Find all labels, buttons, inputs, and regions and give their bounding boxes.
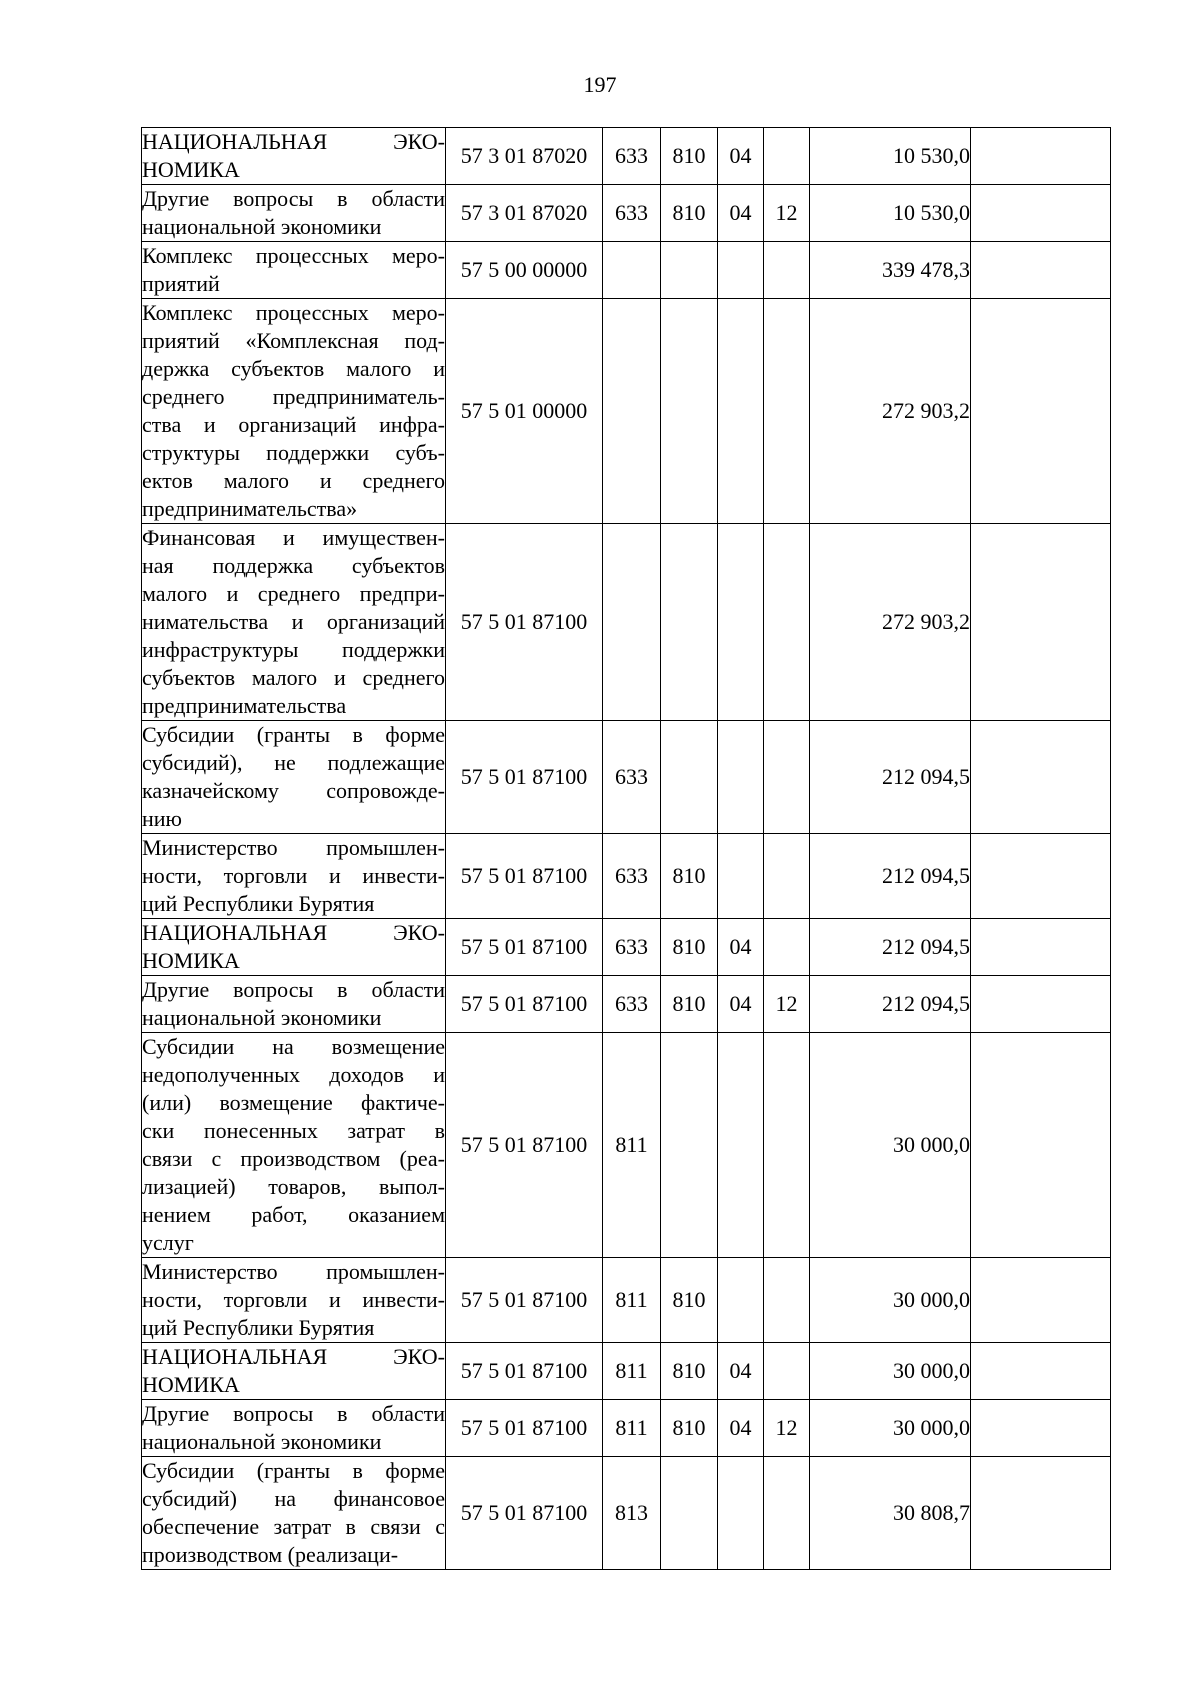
subchapter-code-cell — [764, 1258, 810, 1343]
row-name-line: предпринимательства — [142, 693, 347, 718]
row-name-line: производством (реализаци- — [142, 1542, 399, 1567]
target-article-cell: 57 5 01 87100 — [446, 976, 603, 1033]
target-article-cell: 57 5 01 87100 — [446, 1258, 603, 1343]
amount-cell: 212 094,5 — [810, 834, 971, 919]
row-name-line: услуг — [142, 1230, 194, 1255]
subchapter-code-cell — [764, 834, 810, 919]
row-name-line: инфраструктуры поддержки — [142, 637, 445, 662]
row-name-line: недополученных доходов и — [142, 1062, 445, 1087]
budget-table — [141, 127, 1111, 1570]
section-code-cell: 810 — [661, 128, 718, 185]
section-code-cell: 810 — [661, 1400, 718, 1457]
row-name-line: НОМИКА — [142, 157, 240, 182]
empty-cell — [971, 919, 1111, 976]
target-article-cell: 57 5 01 87100 — [446, 721, 603, 834]
grbs-code-cell: 633 — [603, 721, 661, 834]
section-code-cell — [661, 721, 718, 834]
amount-cell: 30 000,0 — [810, 1400, 971, 1457]
chapter-code-cell — [718, 1457, 764, 1570]
empty-cell — [971, 185, 1111, 242]
chapter-code-cell: 04 — [718, 128, 764, 185]
row-name-line: ски понесенных затрат в — [142, 1118, 445, 1143]
amount-cell: 212 094,5 — [810, 721, 971, 834]
row-name-line: нением работ, оказанием — [142, 1202, 445, 1227]
chapter-code-cell — [718, 1033, 764, 1258]
row-name-line: Субсидии на возмещение — [142, 1034, 445, 1059]
subchapter-code-cell — [764, 299, 810, 524]
amount-cell: 272 903,2 — [810, 299, 971, 524]
amount-cell: 339 478,3 — [810, 242, 971, 299]
row-name-line: нию — [142, 806, 182, 831]
subchapter-code-cell: 12 — [764, 185, 810, 242]
grbs-code-cell: 633 — [603, 834, 661, 919]
row-name-line: Субсидии (гранты в форме — [142, 1458, 445, 1483]
table-row — [142, 976, 1111, 1033]
grbs-code-cell: 811 — [603, 1400, 661, 1457]
row-name-line: ная поддержка субъектов — [142, 553, 445, 578]
section-code-cell: 810 — [661, 1343, 718, 1400]
grbs-code-cell: 633 — [603, 128, 661, 185]
subchapter-code-cell — [764, 919, 810, 976]
section-code-cell — [661, 299, 718, 524]
subchapter-code-cell — [764, 128, 810, 185]
row-name-line: Комплекс процессных меро- — [142, 243, 445, 268]
empty-cell — [971, 242, 1111, 299]
empty-cell — [971, 1033, 1111, 1258]
row-name-line: структуры поддержки субъ- — [142, 440, 445, 465]
amount-cell: 212 094,5 — [810, 919, 971, 976]
empty-cell — [971, 834, 1111, 919]
chapter-code-cell: 04 — [718, 185, 764, 242]
row-name-cell — [142, 1033, 446, 1258]
row-name-line: приятий «Комплексная под- — [142, 328, 445, 353]
grbs-code-cell: 811 — [603, 1033, 661, 1258]
table-row — [142, 834, 1111, 919]
table-row — [142, 128, 1111, 185]
row-name-line: ности, торговли и инвести- — [142, 863, 445, 888]
row-name-line: (или) возмещение фактиче- — [142, 1090, 445, 1115]
row-name-line: обеспечение затрат в связи с — [142, 1514, 445, 1539]
grbs-code-cell: 811 — [603, 1343, 661, 1400]
row-name-cell — [142, 1400, 446, 1457]
target-article-cell: 57 5 01 87100 — [446, 1033, 603, 1258]
page-number: 197 — [583, 72, 617, 97]
chapter-code-cell — [718, 1258, 764, 1343]
row-name-cell — [142, 299, 446, 524]
target-article-cell: 57 5 01 87100 — [446, 1343, 603, 1400]
section-code-cell — [661, 1457, 718, 1570]
chapter-code-cell: 04 — [718, 1400, 764, 1457]
chapter-code-cell — [718, 834, 764, 919]
empty-cell — [971, 721, 1111, 834]
target-article-cell: 57 5 01 87100 — [446, 524, 603, 721]
target-article-cell: 57 5 01 00000 — [446, 299, 603, 524]
row-name-cell — [142, 1343, 446, 1400]
table-row — [142, 919, 1111, 976]
row-name-line: НАЦИОНАЛЬНАЯ ЭКО- — [142, 920, 445, 945]
grbs-code-cell: 633 — [603, 185, 661, 242]
grbs-code-cell: 813 — [603, 1457, 661, 1570]
row-name-line: нимательства и организаций — [142, 609, 445, 634]
table-row — [142, 1400, 1111, 1457]
amount-cell: 10 530,0 — [810, 185, 971, 242]
row-name-line: НОМИКА — [142, 1372, 240, 1397]
subchapter-code-cell — [764, 1033, 810, 1258]
empty-cell — [971, 299, 1111, 524]
table-row — [142, 1343, 1111, 1400]
row-name-line: среднего предприниматель- — [142, 384, 445, 409]
row-name-cell — [142, 976, 446, 1033]
row-name-line: НАЦИОНАЛЬНАЯ ЭКО- — [142, 129, 445, 154]
row-name-line: субсидий) на финансовое — [142, 1486, 445, 1511]
row-name-line: малого и среднего предпри- — [142, 581, 445, 606]
empty-cell — [971, 524, 1111, 721]
amount-cell: 30 000,0 — [810, 1033, 971, 1258]
subchapter-code-cell — [764, 242, 810, 299]
subchapter-code-cell — [764, 1457, 810, 1570]
section-code-cell — [661, 524, 718, 721]
table-row — [142, 524, 1111, 721]
row-name-line: Финансовая и имуществен- — [142, 525, 445, 550]
chapter-code-cell — [718, 524, 764, 721]
row-name-line: казначейскому сопровожде- — [142, 778, 445, 803]
target-article-cell: 57 5 01 87100 — [446, 1400, 603, 1457]
row-name-line: Другие вопросы в области — [142, 186, 445, 211]
row-name-line: ектов малого и среднего — [142, 468, 445, 493]
row-name-line: ций Республики Бурятия — [142, 891, 375, 916]
table-row — [142, 1457, 1111, 1570]
row-name-line: НОМИКА — [142, 948, 240, 973]
grbs-code-cell — [603, 299, 661, 524]
subchapter-code-cell: 12 — [764, 976, 810, 1033]
row-name-line: ций Республики Бурятия — [142, 1315, 375, 1340]
row-name-line: Министерство промышлен- — [142, 1259, 445, 1284]
row-name-cell — [142, 242, 446, 299]
row-name-cell — [142, 128, 446, 185]
subchapter-code-cell — [764, 1343, 810, 1400]
row-name-line: субъектов малого и среднего — [142, 665, 445, 690]
chapter-code-cell — [718, 242, 764, 299]
section-code-cell: 810 — [661, 834, 718, 919]
target-article-cell: 57 5 00 00000 — [446, 242, 603, 299]
table-row — [142, 242, 1111, 299]
grbs-code-cell: 633 — [603, 919, 661, 976]
table-row — [142, 1033, 1111, 1258]
section-code-cell — [661, 1033, 718, 1258]
grbs-code-cell: 633 — [603, 976, 661, 1033]
chapter-code-cell — [718, 299, 764, 524]
row-name-line: ности, торговли и инвести- — [142, 1287, 445, 1312]
row-name-cell — [142, 919, 446, 976]
row-name-line: ства и организаций инфра- — [142, 412, 445, 437]
table-row — [142, 721, 1111, 834]
amount-cell: 10 530,0 — [810, 128, 971, 185]
empty-cell — [971, 1457, 1111, 1570]
target-article-cell: 57 5 01 87100 — [446, 1457, 603, 1570]
row-name-line: Субсидии (гранты в форме — [142, 722, 445, 747]
target-article-cell: 57 5 01 87100 — [446, 834, 603, 919]
table-row — [142, 1258, 1111, 1343]
amount-cell: 272 903,2 — [810, 524, 971, 721]
row-name-line: предпринимательства» — [142, 496, 358, 521]
row-name-cell — [142, 1258, 446, 1343]
empty-cell — [971, 976, 1111, 1033]
row-name-line: лизацией) товаров, выпол- — [142, 1174, 445, 1199]
row-name-line: связи с производством (реа- — [142, 1146, 445, 1171]
chapter-code-cell: 04 — [718, 1343, 764, 1400]
row-name-line: субсидий), не подлежащие — [142, 750, 445, 775]
table-row — [142, 299, 1111, 524]
row-name-line: Министерство промышлен- — [142, 835, 445, 860]
empty-cell — [971, 1400, 1111, 1457]
row-name-line: национальной экономики — [142, 214, 382, 239]
row-name-line: национальной экономики — [142, 1429, 382, 1454]
row-name-line: Другие вопросы в области — [142, 977, 445, 1002]
amount-cell: 30 808,7 — [810, 1457, 971, 1570]
row-name-cell — [142, 721, 446, 834]
row-name-line: НАЦИОНАЛЬНАЯ ЭКО- — [142, 1344, 445, 1369]
row-name-line: Другие вопросы в области — [142, 1401, 445, 1426]
amount-cell: 212 094,5 — [810, 976, 971, 1033]
empty-cell — [971, 1258, 1111, 1343]
grbs-code-cell — [603, 242, 661, 299]
chapter-code-cell — [718, 721, 764, 834]
subchapter-code-cell: 12 — [764, 1400, 810, 1457]
amount-cell: 30 000,0 — [810, 1343, 971, 1400]
subchapter-code-cell — [764, 524, 810, 721]
table-row — [142, 185, 1111, 242]
empty-cell — [971, 1343, 1111, 1400]
row-name-line: Комплекс процессных меро- — [142, 300, 445, 325]
section-code-cell: 810 — [661, 919, 718, 976]
target-article-cell: 57 5 01 87100 — [446, 919, 603, 976]
chapter-code-cell: 04 — [718, 919, 764, 976]
grbs-code-cell — [603, 524, 661, 721]
grbs-code-cell: 811 — [603, 1258, 661, 1343]
row-name-cell — [142, 524, 446, 721]
section-code-cell: 810 — [661, 185, 718, 242]
row-name-cell — [142, 834, 446, 919]
target-article-cell: 57 3 01 87020 — [446, 185, 603, 242]
row-name-line: держка субъектов малого и — [142, 356, 445, 381]
row-name-cell — [142, 185, 446, 242]
row-name-line: приятий — [142, 271, 220, 296]
amount-cell: 30 000,0 — [810, 1258, 971, 1343]
target-article-cell: 57 3 01 87020 — [446, 128, 603, 185]
section-code-cell — [661, 242, 718, 299]
empty-cell — [971, 128, 1111, 185]
row-name-line: национальной экономики — [142, 1005, 382, 1030]
chapter-code-cell: 04 — [718, 976, 764, 1033]
row-name-cell — [142, 1457, 446, 1570]
section-code-cell: 810 — [661, 1258, 718, 1343]
subchapter-code-cell — [764, 721, 810, 834]
section-code-cell: 810 — [661, 976, 718, 1033]
